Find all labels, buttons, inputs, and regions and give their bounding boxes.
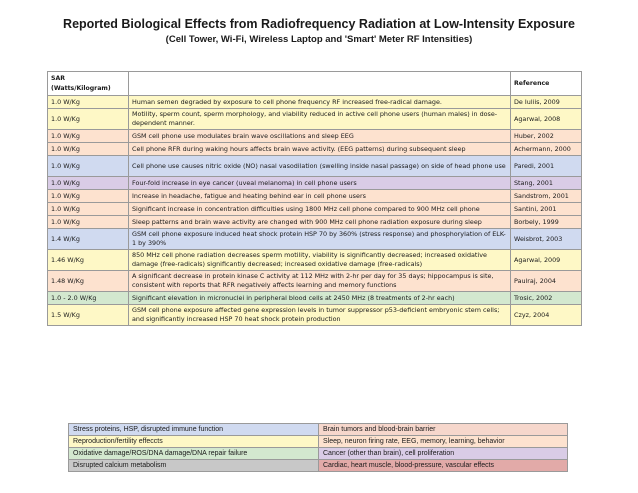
cell-effect: Sleep patterns and brain wave activity are changed with 900 MHz cell phone radiation exposure during sleep xyxy=(129,216,511,229)
cell-sar: 1.0 W/Kg xyxy=(48,143,129,156)
cell-effect: Cell phone use causes nitric oxide (NO) nasal vasodilation (swelling inside nasal passage) on side of head phone use xyxy=(129,156,511,177)
cell-sar: 1.0 W/Kg xyxy=(48,216,129,229)
header-effect xyxy=(129,72,511,96)
page-title: Reported Biological Effects from Radiofrequency Radiation at Low-Intensity Exposure xyxy=(63,17,575,31)
cell-reference: Sandstrom, 2001 xyxy=(511,190,582,203)
legend-item: Stress proteins, HSP, disrupted immune function xyxy=(69,424,319,436)
table-row xyxy=(48,292,582,305)
table-row xyxy=(48,216,582,229)
legend-item: Oxidative damage/ROS/DNA damage/DNA repair failure xyxy=(69,448,319,460)
header-sar xyxy=(48,72,129,96)
cell-sar: 1.48 W/Kg xyxy=(48,271,129,292)
table-row xyxy=(48,143,582,156)
cell-effect: Significant increase in concentration difficulties using 1800 MHz cell phone compared to 900 MHz cell phone xyxy=(129,203,511,216)
cell-reference: Czyz, 2004 xyxy=(511,305,582,326)
cell-effect: GSM cell phone exposure induced heat shock protein HSP 70 by 360% (stress response) and phosphorylation of ELK-1 by 390% xyxy=(129,229,511,250)
cell-reference: Stang, 2001 xyxy=(511,177,582,190)
table-row xyxy=(48,109,582,130)
cell-effect: Significant elevation in micronuclei in peripheral blood cells at 2450 MHz (8 treatments of 2-hr each) xyxy=(129,292,511,305)
legend-item: Cardiac, heart muscle, blood-pressure, vascular effects xyxy=(319,460,568,472)
cell-sar: 1.0 W/Kg xyxy=(48,109,129,130)
cell-reference: Borbely, 1999 xyxy=(511,216,582,229)
legend-row xyxy=(69,436,568,448)
legend-table xyxy=(68,423,568,472)
legend-row xyxy=(69,448,568,460)
legend-item: Brain tumors and blood-brain barrier xyxy=(319,424,568,436)
cell-sar: 1.0 W/Kg xyxy=(48,203,129,216)
cell-reference: Trosic, 2002 xyxy=(511,292,582,305)
cell-reference: Weisbrot, 2003 xyxy=(511,229,582,250)
page-subtitle: (Cell Tower, Wi-Fi, Wireless Laptop and 'Smart' Meter RF Intensities) xyxy=(165,34,473,45)
table-row xyxy=(48,229,582,250)
legend-row xyxy=(69,460,568,472)
table-row xyxy=(48,305,582,326)
cell-effect: 850 MHz cell phone radiation decreases sperm motility, viability is significantly decreased; increased oxidative damage (free-radicals) significantly decreased; increased oxidative damage (free-radicals) xyxy=(129,250,511,271)
legend-item: Disrupted calcium metabolism xyxy=(69,460,319,472)
cell-reference: Paredi, 2001 xyxy=(511,156,582,177)
table-row xyxy=(48,177,582,190)
table-header-row xyxy=(48,72,582,96)
cell-reference: Santini, 2001 xyxy=(511,203,582,216)
cell-sar: 1.0 W/Kg xyxy=(48,156,129,177)
cell-sar: 1.5 W/Kg xyxy=(48,305,129,326)
cell-sar: 1.0 W/Kg xyxy=(48,96,129,109)
table-row xyxy=(48,190,582,203)
cell-effect: Four-fold increase in eye cancer (uveal melanoma) in cell phone users xyxy=(129,177,511,190)
table-row xyxy=(48,130,582,143)
cell-reference: Achermann, 2000 xyxy=(511,143,582,156)
table-row xyxy=(48,250,582,271)
cell-reference: De Iuliis, 2009 xyxy=(511,96,582,109)
cell-effect: GSM cell phone exposure affected gene expression levels in tumor suppressor p53-deficient embryonic stem cells; and significantly increased HSP 70 heat shock protein production xyxy=(129,305,511,326)
header-reference: Reference xyxy=(511,72,582,96)
legend-item: Sleep, neuron firing rate, EEG, memory, learning, behavior xyxy=(319,436,568,448)
cell-effect: GSM cell phone use modulates brain wave oscillations and sleep EEG xyxy=(129,130,511,143)
cell-effect: Cell phone RFR during waking hours affects brain wave activity. (EEG patterns) during subsequent sleep xyxy=(129,143,511,156)
cell-sar: 1.4 W/Kg xyxy=(48,229,129,250)
header-sar-line2: (Watts/Kilogram) xyxy=(51,84,111,92)
cell-reference: Huber, 2002 xyxy=(511,130,582,143)
header-sar-line1: SAR xyxy=(51,74,66,82)
legend-row xyxy=(69,424,568,436)
cell-reference: Agarwal, 2009 xyxy=(511,250,582,271)
legend-item: Cancer (other than brain), cell proliferation xyxy=(319,448,568,460)
table-row xyxy=(48,203,582,216)
cell-effect: A significant decrease in protein kinase C activity at 112 MHz with 2-hr per day for 35 days; hippocampus is site, consistent with reports that RFR negatively affects learning and memory functions xyxy=(129,271,511,292)
cell-effect: Human semen degraded by exposure to cell phone frequency RF increased free-radical damage. xyxy=(129,96,511,109)
effects-table xyxy=(47,71,582,326)
cell-sar: 1.46 W/Kg xyxy=(48,250,129,271)
cell-reference: Agarwal, 2008 xyxy=(511,109,582,130)
table-row xyxy=(48,156,582,177)
cell-sar: 1.0 W/Kg xyxy=(48,190,129,203)
cell-effect: Increase in headache, fatigue and heating behind ear in cell phone users xyxy=(129,190,511,203)
table-row xyxy=(48,271,582,292)
cell-reference: Paulraj, 2004 xyxy=(511,271,582,292)
table-row xyxy=(48,96,582,109)
legend-item: Reproduction/fertility effeccts xyxy=(69,436,319,448)
cell-effect: Motility, sperm count, sperm morphology, and viability reduced in active cell phone users (human males) in dose-dependent manner. xyxy=(129,109,511,130)
cell-sar: 1.0 W/Kg xyxy=(48,130,129,143)
cell-sar: 1.0 W/Kg xyxy=(48,177,129,190)
cell-sar: 1.0 - 2.0 W/Kg xyxy=(48,292,129,305)
